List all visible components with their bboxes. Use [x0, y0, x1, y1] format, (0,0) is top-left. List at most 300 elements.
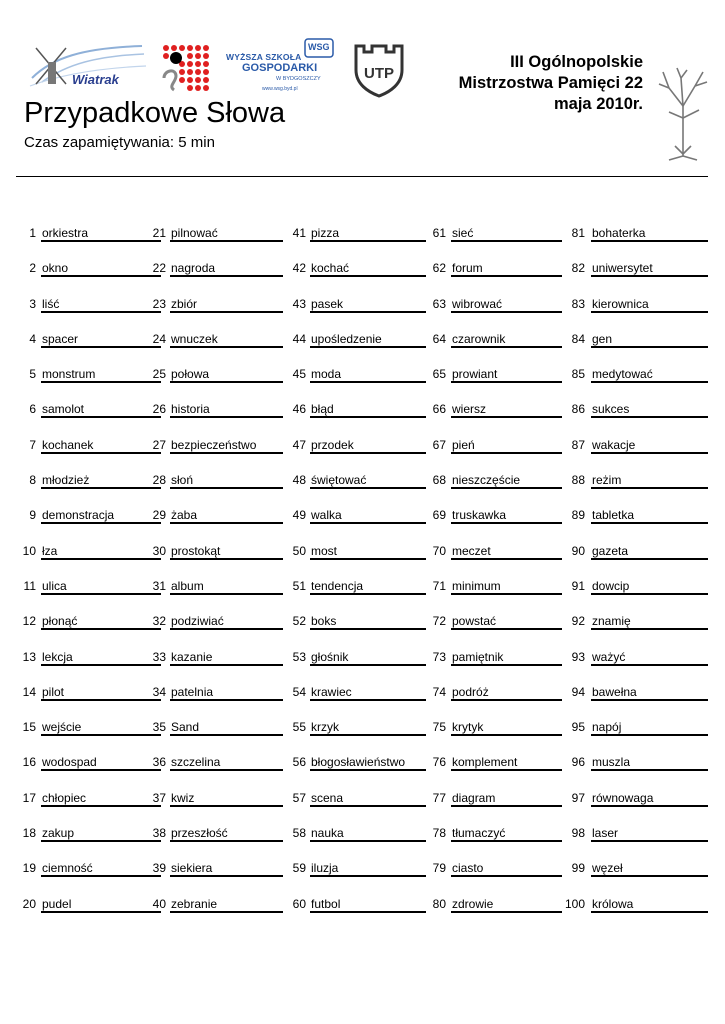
- word-text: muszla: [592, 755, 631, 770]
- word-underline: [41, 593, 161, 595]
- word-number: 38: [152, 826, 166, 841]
- word-text: sukces: [592, 402, 630, 417]
- word-underline: [310, 699, 426, 701]
- word-underline: [591, 699, 708, 701]
- word-number: 3: [29, 296, 36, 311]
- word-underline: [41, 416, 161, 418]
- word-text: równowaga: [592, 790, 654, 805]
- word-text: kazanie: [171, 649, 213, 664]
- neuron-tree-logo: [655, 66, 711, 162]
- word-text: siekiera: [171, 861, 213, 876]
- word-text: krawiec: [311, 684, 352, 699]
- word-text: scena: [311, 790, 344, 805]
- word-text: spacer: [42, 331, 79, 346]
- word-text: lekcja: [42, 649, 73, 664]
- word-underline: [591, 452, 708, 454]
- word-underline: [41, 805, 161, 807]
- utp-logo-text: UTP: [364, 65, 394, 82]
- word-number: 59: [292, 861, 306, 876]
- word-number: 47: [292, 437, 306, 452]
- word-text: samolot: [42, 402, 85, 417]
- word-number: 8: [29, 473, 36, 488]
- word-underline: [451, 240, 562, 242]
- word-number: 63: [432, 296, 446, 311]
- word-underline: [170, 769, 283, 771]
- word-underline: [41, 558, 161, 560]
- word-number: 73: [432, 649, 446, 664]
- word-text: futbol: [311, 896, 341, 911]
- word-underline: [170, 452, 283, 454]
- word-underline: [591, 416, 708, 418]
- word-number: 58: [292, 826, 306, 841]
- word-text: nieszczęście: [452, 473, 521, 488]
- word-number: 57: [292, 790, 306, 805]
- word-number: 53: [292, 649, 306, 664]
- word-underline: [170, 628, 283, 630]
- word-number: 23: [152, 296, 166, 311]
- word-underline: [451, 558, 562, 560]
- word-number: 85: [571, 367, 585, 382]
- word-underline: [310, 275, 426, 277]
- word-number: 19: [22, 861, 36, 876]
- word-underline: [41, 911, 161, 913]
- word-number: 26: [152, 402, 166, 417]
- word-number: 89: [571, 508, 585, 523]
- word-text: pilnować: [171, 226, 218, 240]
- word-underline: [591, 593, 708, 595]
- word-number: 52: [292, 614, 306, 629]
- page-title: Przypadkowe Słowa: [24, 97, 286, 129]
- word-underline: [591, 664, 708, 666]
- word-text: pizza: [311, 226, 340, 240]
- word-underline: [310, 875, 426, 877]
- word-number: 12: [22, 614, 36, 629]
- word-text: dowcip: [592, 578, 630, 593]
- word-text: bohaterka: [592, 226, 646, 240]
- word-number: 11: [23, 578, 36, 593]
- word-underline: [310, 734, 426, 736]
- word-number: 36: [152, 755, 166, 770]
- word-underline: [451, 593, 562, 595]
- word-number: 14: [22, 684, 36, 699]
- wiatrak-logo-text: Wiatrak: [72, 72, 119, 87]
- word-underline: [41, 664, 161, 666]
- word-underline: [41, 311, 161, 313]
- word-number: 62: [432, 261, 446, 276]
- word-number: 96: [571, 755, 585, 770]
- word-text: ciasto: [452, 861, 484, 876]
- word-text: pilot: [42, 684, 65, 699]
- word-text: zbiór: [171, 296, 198, 311]
- word-text: przeszłość: [171, 826, 228, 841]
- word-number: 83: [571, 296, 585, 311]
- word-underline: [310, 628, 426, 630]
- word-number: 72: [432, 614, 446, 629]
- word-underline: [170, 911, 283, 913]
- word-number: 51: [292, 578, 306, 593]
- word-text: zebranie: [171, 896, 218, 911]
- word-number: 21: [152, 226, 166, 240]
- word-number: 86: [571, 402, 585, 417]
- word-underline: [310, 769, 426, 771]
- wsg-url: www.wsg.byd.pl: [262, 86, 298, 92]
- word-text: przodek: [311, 437, 354, 452]
- word-underline: [170, 805, 283, 807]
- word-underline: [591, 911, 708, 913]
- word-text: powstać: [452, 614, 497, 629]
- word-underline: [451, 699, 562, 701]
- word-underline: [591, 805, 708, 807]
- word-underline: [451, 734, 562, 736]
- word-underline: [170, 558, 283, 560]
- word-number: 29: [152, 508, 166, 523]
- word-number: 50: [292, 543, 306, 558]
- word-text: iluzja: [311, 861, 339, 876]
- word-text: forum: [452, 261, 483, 276]
- word-number: 70: [432, 543, 446, 558]
- word-number: 78: [432, 826, 446, 841]
- word-text: moda: [311, 367, 342, 382]
- word-underline: [310, 558, 426, 560]
- word-text: błogosławieństwo: [311, 755, 406, 770]
- word-underline: [170, 346, 283, 348]
- word-text: wodospad: [42, 755, 97, 770]
- word-underline: [591, 240, 708, 242]
- word-text: pudel: [42, 896, 72, 911]
- event-title: III Ogólnopolskie Mistrzostwa Pamięci 22 maja 2010r.: [458, 53, 643, 113]
- word-text: historia: [171, 402, 210, 417]
- word-text: znamię: [592, 614, 631, 629]
- word-number: 90: [571, 543, 585, 558]
- word-underline: [451, 911, 562, 913]
- word-text: młodzież: [42, 473, 90, 488]
- word-underline: [310, 346, 426, 348]
- word-number: 80: [432, 896, 446, 911]
- word-text: żaba: [171, 508, 198, 523]
- wsg-line3: W BYDGOSZCZY: [276, 76, 321, 82]
- word-number: 9: [29, 508, 36, 523]
- word-underline: [310, 452, 426, 454]
- word-number: 25: [152, 367, 166, 382]
- word-number: 5: [29, 367, 36, 382]
- word-text: diagram: [452, 790, 496, 805]
- word-underline: [170, 416, 283, 418]
- word-text: walka: [311, 508, 342, 523]
- word-text: kierownica: [592, 296, 649, 311]
- word-number: 16: [22, 755, 36, 770]
- word-number: 67: [432, 437, 446, 452]
- word-text: węzeł: [592, 861, 623, 876]
- word-underline: [41, 522, 161, 524]
- word-number: 6: [29, 402, 36, 417]
- word-text: ważyć: [592, 649, 626, 664]
- word-text: wejście: [42, 720, 82, 735]
- word-underline: [591, 875, 708, 877]
- word-underline: [591, 558, 708, 560]
- word-text: świętować: [311, 473, 367, 488]
- word-number: 49: [292, 508, 306, 523]
- word-underline: [451, 769, 562, 771]
- word-number: 30: [152, 543, 166, 558]
- word-number: 65: [432, 367, 446, 382]
- word-underline: [310, 381, 426, 383]
- word-number: 40: [152, 896, 166, 911]
- word-number: 42: [292, 261, 306, 276]
- word-underline: [451, 664, 562, 666]
- word-text: chłopiec: [42, 790, 87, 805]
- word-text: orkiestra: [42, 226, 89, 240]
- word-text: płonąć: [42, 614, 78, 629]
- word-number: 24: [152, 331, 166, 346]
- word-underline: [310, 593, 426, 595]
- word-number: 22: [152, 261, 166, 276]
- word-text: szczelina: [171, 755, 221, 770]
- word-number: 46: [292, 402, 306, 417]
- word-underline: [170, 240, 283, 242]
- word-underline: [310, 311, 426, 313]
- word-number: 48: [292, 473, 306, 488]
- word-number: 88: [571, 473, 585, 488]
- word-number: 37: [152, 790, 166, 805]
- word-number: 43: [292, 296, 306, 311]
- word-text: upośledzenie: [311, 331, 382, 346]
- word-underline: [591, 769, 708, 771]
- word-underline: [41, 734, 161, 736]
- word-number: 93: [571, 649, 585, 664]
- word-number: 68: [432, 473, 446, 488]
- word-underline: [170, 522, 283, 524]
- word-number: 74: [432, 684, 446, 699]
- word-number: 69: [432, 508, 446, 523]
- word-underline: [41, 875, 161, 877]
- word-number: 97: [571, 790, 585, 805]
- word-number: 82: [571, 261, 585, 276]
- word-text: kochać: [311, 261, 350, 276]
- word-text: sieć: [452, 226, 474, 240]
- word-number: 71: [432, 578, 446, 593]
- word-text: reżim: [592, 473, 622, 488]
- word-underline: [41, 240, 161, 242]
- word-text: most: [311, 543, 338, 558]
- word-text: słoń: [171, 473, 194, 488]
- word-text: ulica: [42, 578, 67, 593]
- word-text: łza: [42, 543, 58, 558]
- wsg-line1: WYŻSZA SZKOŁA: [226, 52, 302, 62]
- word-underline: [41, 452, 161, 454]
- word-underline: [310, 416, 426, 418]
- word-underline: [170, 275, 283, 277]
- word-underline: [41, 381, 161, 383]
- word-text: tabletka: [592, 508, 635, 523]
- word-text: połowa: [171, 367, 210, 382]
- word-number: 45: [292, 367, 306, 382]
- word-number: 27: [152, 437, 166, 452]
- word-number: 75: [432, 720, 446, 735]
- word-text: królowa: [592, 896, 634, 911]
- word-text: uniwersytet: [592, 261, 653, 276]
- word-underline: [591, 734, 708, 736]
- word-number: 55: [292, 720, 306, 735]
- word-text: patelnia: [171, 684, 214, 699]
- word-underline: [591, 275, 708, 277]
- word-text: liść: [42, 296, 60, 311]
- word-number: 44: [292, 331, 306, 346]
- word-text: boks: [311, 614, 337, 629]
- word-text: minimum: [452, 578, 501, 593]
- word-underline: [41, 346, 161, 348]
- word-number: 10: [22, 543, 36, 558]
- word-number: 77: [432, 790, 446, 805]
- word-text: kwiz: [171, 790, 195, 805]
- word-number: 34: [152, 684, 166, 699]
- word-underline: [310, 664, 426, 666]
- word-text: tłumaczyć: [452, 826, 506, 841]
- word-number: 35: [152, 720, 166, 735]
- header-divider: [16, 176, 708, 177]
- word-text: bawełna: [592, 684, 637, 699]
- word-number: 76: [432, 755, 446, 770]
- word-number: 56: [292, 755, 306, 770]
- word-text: nauka: [311, 826, 344, 841]
- word-text: napój: [592, 720, 622, 735]
- word-text: czarownik: [452, 331, 506, 346]
- word-underline: [170, 840, 283, 842]
- word-text: głośnik: [311, 649, 349, 664]
- word-text: meczet: [452, 543, 491, 558]
- word-underline: [310, 840, 426, 842]
- word-text: album: [171, 578, 204, 593]
- word-text: kochanek: [42, 437, 94, 452]
- word-underline: [591, 311, 708, 313]
- word-underline: [41, 275, 161, 277]
- word-text: prowiant: [452, 367, 498, 382]
- word-text: komplement: [452, 755, 518, 770]
- word-text: pień: [452, 437, 475, 452]
- word-number: 31: [152, 578, 166, 593]
- page-subtitle: Czas zapamiętywania: 5 min: [24, 134, 215, 151]
- word-text: błąd: [311, 402, 334, 417]
- word-underline: [451, 275, 562, 277]
- word-number: 7: [29, 437, 36, 452]
- word-text: prostokąt: [171, 543, 221, 558]
- word-number: 4: [29, 331, 36, 346]
- word-underline: [170, 734, 283, 736]
- word-underline: [591, 381, 708, 383]
- word-number: 98: [571, 826, 585, 841]
- word-number: 100: [564, 896, 585, 911]
- word-underline: [451, 416, 562, 418]
- red-dots-icon: [160, 42, 212, 94]
- word-underline: [170, 311, 283, 313]
- word-underline: [170, 381, 283, 383]
- word-text: okno: [42, 261, 69, 276]
- word-underline: [41, 840, 161, 842]
- word-number: 17: [22, 790, 36, 805]
- word-underline: [170, 593, 283, 595]
- word-number: 33: [152, 649, 166, 664]
- word-number: 1: [29, 226, 36, 240]
- word-text: gen: [592, 331, 613, 346]
- word-number: 92: [571, 614, 585, 629]
- word-text: gazeta: [592, 543, 629, 558]
- word-text: pasek: [311, 296, 344, 311]
- word-number: 2: [29, 261, 36, 276]
- word-underline: [170, 664, 283, 666]
- word-underline: [451, 805, 562, 807]
- word-underline: [41, 699, 161, 701]
- word-number: 32: [152, 614, 166, 629]
- word-underline: [310, 805, 426, 807]
- word-text: wnuczek: [171, 331, 218, 346]
- word-text: medytować: [592, 367, 653, 382]
- word-underline: [41, 628, 161, 630]
- word-number: 13: [22, 649, 36, 664]
- word-number: 99: [571, 861, 585, 876]
- word-underline: [591, 346, 708, 348]
- word-underline: [170, 875, 283, 877]
- word-underline: [310, 240, 426, 242]
- word-text: wakacje: [592, 437, 636, 452]
- word-underline: [310, 911, 426, 913]
- word-underline: [591, 840, 708, 842]
- word-text: bezpieczeństwo: [171, 437, 257, 452]
- word-underline: [451, 487, 562, 489]
- word-text: podróż: [452, 684, 489, 699]
- wiatrak-logo: [22, 38, 150, 94]
- word-text: zakup: [42, 826, 75, 841]
- word-number: 39: [152, 861, 166, 876]
- word-text: wibrować: [452, 296, 503, 311]
- word-text: truskawka: [452, 508, 507, 523]
- word-text: pamiętnik: [452, 649, 504, 664]
- word-number: 28: [152, 473, 166, 488]
- word-number: 84: [571, 331, 585, 346]
- word-text: tendencja: [311, 578, 364, 593]
- neuron-tree-icon: [655, 66, 711, 162]
- word-text: ciemność: [42, 861, 93, 876]
- word-text: podziwiać: [171, 614, 224, 629]
- word-number: 81: [571, 226, 585, 240]
- word-underline: [41, 487, 161, 489]
- word-text: wiersz: [452, 402, 487, 417]
- word-text: zdrowie: [452, 896, 494, 911]
- red-dots-logo: [160, 42, 212, 94]
- word-underline: [310, 487, 426, 489]
- word-underline: [451, 875, 562, 877]
- wsg-badge-text: WSG: [308, 42, 330, 52]
- word-underline: [451, 381, 562, 383]
- word-number: 87: [571, 437, 585, 452]
- word-text: Sand: [171, 720, 200, 735]
- word-number: 91: [571, 578, 585, 593]
- word-underline: [170, 487, 283, 489]
- word-text: nagroda: [171, 261, 216, 276]
- word-text: krytyk: [452, 720, 484, 735]
- word-text: krzyk: [311, 720, 339, 735]
- word-text: monstrum: [42, 367, 96, 382]
- word-number: 66: [432, 402, 446, 417]
- word-number: 61: [432, 226, 446, 240]
- word-underline: [451, 452, 562, 454]
- word-text: demonstracja: [42, 508, 115, 523]
- word-underline: [310, 522, 426, 524]
- word-underline: [451, 522, 562, 524]
- word-underline: [591, 487, 708, 489]
- word-number: 41: [292, 226, 306, 240]
- word-number: 94: [571, 684, 585, 699]
- word-underline: [591, 522, 708, 524]
- word-underline: [451, 311, 562, 313]
